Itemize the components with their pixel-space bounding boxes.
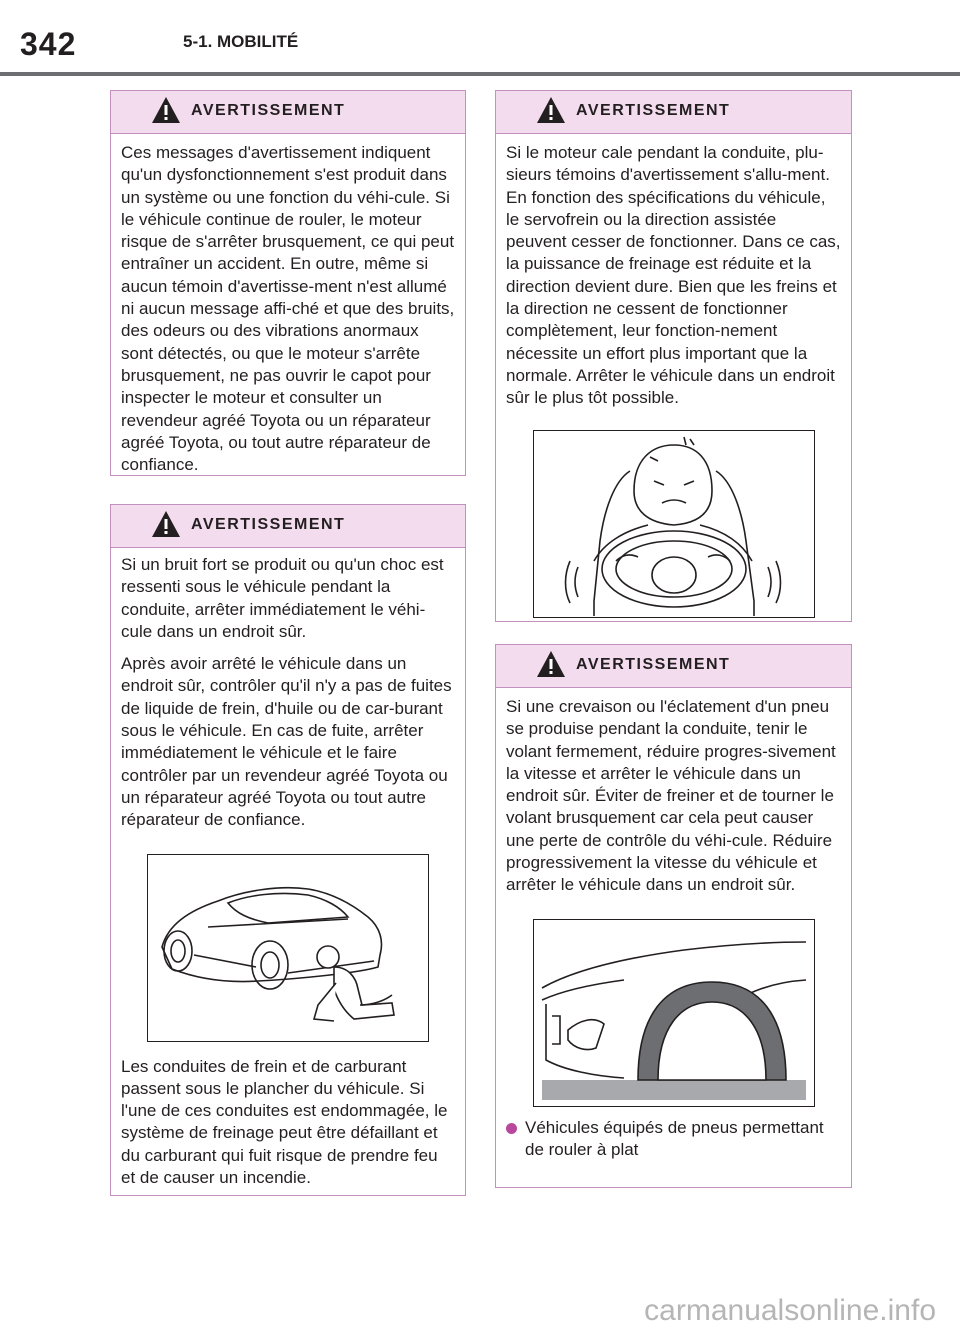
bullet-text: Véhicules équipés de pneus permettant de rouler à plat xyxy=(525,1117,824,1159)
driver-illustration xyxy=(534,431,813,616)
warning-title: AVERTISSEMENT xyxy=(576,102,731,119)
page-number: 342 xyxy=(20,26,77,62)
warning-triangle-icon xyxy=(536,649,566,679)
warning-text: Ces messages d'avertissement indiquent qu'un dysfonctionnement s'est produit dans un système ou une fonction du véhi-cule. Si le véhicule continue de rouler, le moteur risque de s'arrêter brusquement, ce qui peut entraîner un accident. En outre, même si aucun témoin d'avertisse-ment n'est allumé ni aucun message affi-ché et que des bruits, des odeurs ou des vibrations anormaux sont détectés, ou que le moteur s'arrête brusquement, ne pas ouvrir le capot pour inspecter le moteur et consulter un revendeur agréé Toyota ou un réparateur agréé Toyota, ou tout autre réparateur de confiance. xyxy=(121,143,455,475)
warning-header xyxy=(496,91,851,134)
tire-illustration xyxy=(534,920,813,1105)
warning-title: AVERTISSEMENT xyxy=(576,656,731,673)
bullet-dot-icon xyxy=(506,1123,517,1134)
warning-paragraph-3: Les conduites de frein et de carburant passent sous le plancher du véhicule. Si l'une de ces conduites est endommagée, le système de freinage peut être défaillant et du carburant qui fuit risque de prendre feu et de causer un incendie. xyxy=(121,1056,448,1188)
warning-header xyxy=(496,645,851,688)
bullet-note xyxy=(506,1117,841,1162)
warning-box-2 xyxy=(110,504,466,1196)
warning-text: Si une crevaison ou l'éclatement d'un pneu se produise pendant la conduite, tenir le volant fermement, réduire progres-sivement la vitesse et arrêter le véhicule dans un endroit sûr. Éviter de freiner et de tourner le volant brusquement car cela peut causer une perte de contrôle du véhi-cule. Réduire progressivement la vitesse du véhicule et arrêter le véhicule dans un endroit sûr. xyxy=(506,697,836,895)
warning-title: AVERTISSEMENT xyxy=(191,516,346,533)
warning-box-1 xyxy=(110,90,466,476)
warning-box-3 xyxy=(495,90,852,622)
section-title: 5-1. MOBILITÉ xyxy=(183,32,299,51)
warning-paragraph-1: Si un bruit fort se produit ou qu'un choc est ressenti sous le véhicule pendant la conduite, arrêter immédiatement le véhi-cule dans un endroit sûr. xyxy=(121,555,444,641)
illustration-flat-tire xyxy=(533,919,815,1107)
warning-paragraph-2: Après avoir arrêté le véhicule dans un endroit sûr, contrôler qu'il n'y a pas de fuites de liquide de frein, d'huile ou de car-burant sous le véhicule. En cas de fuite, arrêter immédiatement le véhicule et le faire contrôler par un revendeur agréé Toyota ou un réparateur agréé Toyota ou tout autre réparateur de confiance. xyxy=(121,654,452,830)
warning-triangle-icon xyxy=(151,509,181,539)
page-header xyxy=(0,0,960,76)
warning-triangle-icon xyxy=(536,95,566,125)
warning-header xyxy=(111,91,465,134)
header-rule xyxy=(0,72,960,76)
warning-triangle-icon xyxy=(151,95,181,125)
car-inspection-illustration xyxy=(148,855,427,1040)
watermark: carmanualsonline.info xyxy=(644,1294,936,1327)
warning-title: AVERTISSEMENT xyxy=(191,102,346,119)
warning-box-4 xyxy=(495,644,852,1188)
warning-header xyxy=(111,505,465,548)
illustration-driver-steering xyxy=(533,430,815,618)
illustration-person-inspecting-under-car xyxy=(147,854,429,1042)
warning-text: Si le moteur cale pendant la conduite, plu-sieurs témoins d'avertissement s'allu-ment. En fonction des spécifications du véhicule, le servofrein ou la direction assistée peuvent cesser de fonctionner. Dans ce cas, la puissance de freinage est réduite et la direction devient dure. Bien que les freins et la direction ne cessent de fonctionner complètement, leur fonction-nement nécessite un effort plus important que la normale. Arrêter le véhicule dans un endroit sûr le plus tôt possible. xyxy=(506,143,841,408)
